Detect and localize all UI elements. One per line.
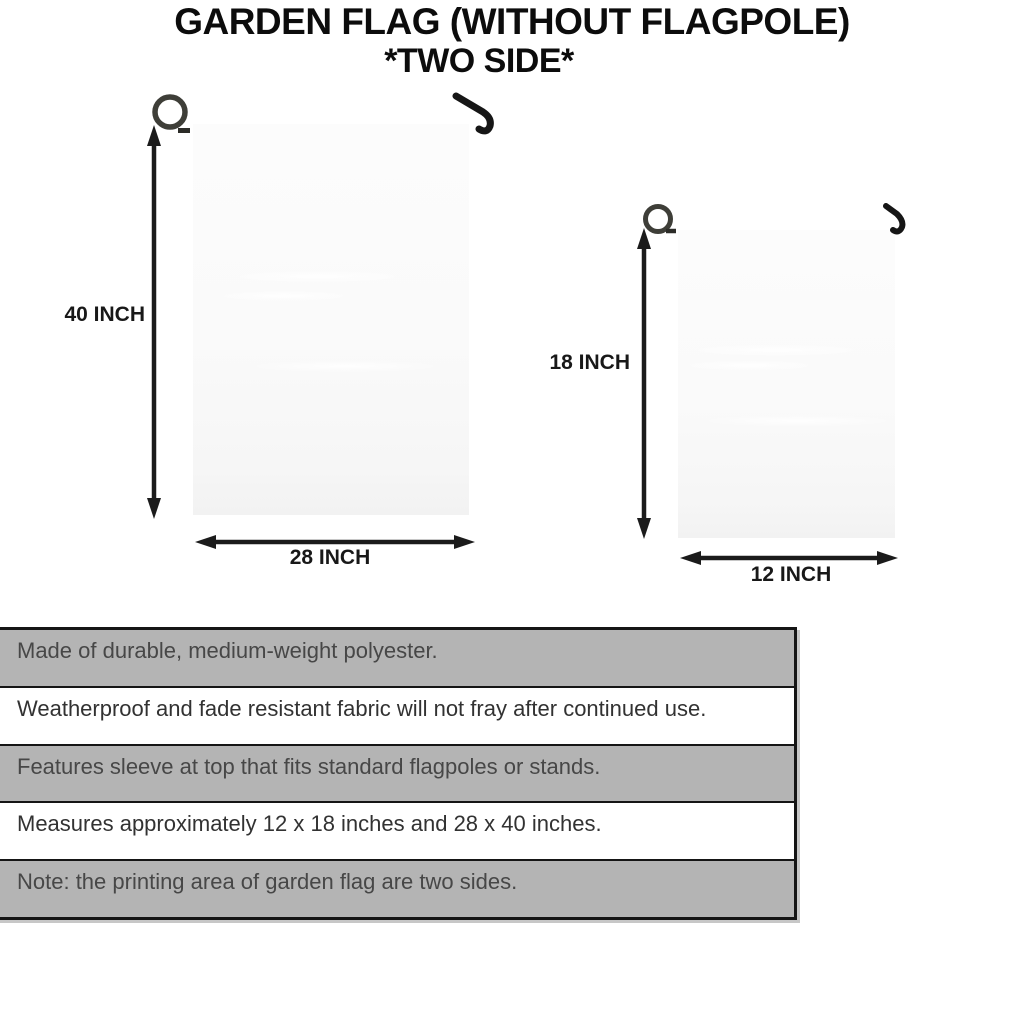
spec-row-measurements: Measures approximately 12 x 18 inches and 28 x 40 inches. [0,801,794,859]
title-line-2: *TWO SIDE* [384,42,574,80]
spec-row-note: Note: the printing area of garden flag are two sides. [0,859,794,917]
small-flag-panel [678,230,895,538]
spec-row-material: Made of durable, medium-weight polyester. [0,630,794,686]
title-line-1: GARDEN FLAG (WITHOUT FLAGPOLE) [174,1,850,42]
small-hanger-hook-icon [886,206,902,231]
spec-row-weatherproof: Weatherproof and fade resistant fabric will not fray after continued use. [0,686,794,744]
large-flag-height-label: 40 INCH [64,303,145,326]
page-title [0,2,1024,80]
small-flag-width-label: 12 INCH [750,563,832,586]
large-pole-loop-icon [155,97,185,127]
small-height-arrow [637,228,651,539]
large-flag-width-label: 28 INCH [289,546,371,569]
large-flagpole [155,97,190,626]
small-flag-height-label: 18 INCH [549,351,630,374]
small-pole-loop-icon [646,207,671,232]
spec-row-sleeve: Features sleeve at top that fits standard flagpoles or stands. [0,744,794,802]
large-flag-panel [193,124,469,515]
large-height-arrow [147,125,161,519]
spec-table [0,627,797,920]
small-flagpole [646,207,677,622]
